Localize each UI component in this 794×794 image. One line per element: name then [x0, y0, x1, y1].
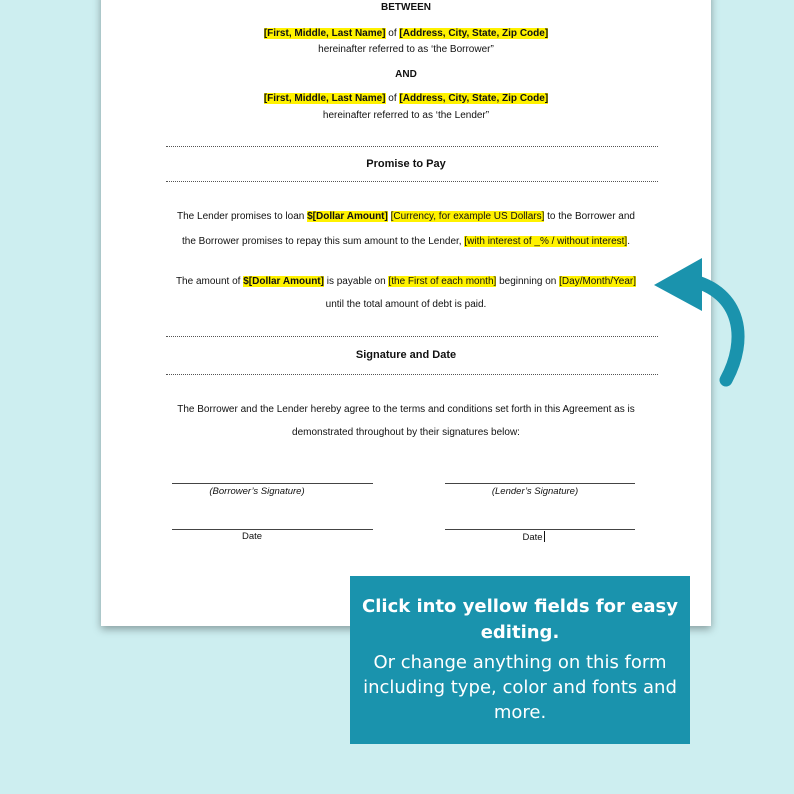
borrower-ref: hereinafter referred to as ‘the Borrower”: [318, 44, 494, 55]
lender-date-text: Date: [522, 532, 543, 543]
info-callout: [350, 576, 690, 744]
payment-line-2: until the total amount of debt is paid.: [325, 299, 487, 310]
promise-text: The Lender promises to loan: [177, 211, 308, 222]
borrower-date-label: Date: [241, 531, 263, 542]
signature-heading: Signature and Date: [355, 349, 457, 361]
borrower-of: of: [385, 28, 400, 39]
borrower-signature-label: (Borrower’s Signature): [209, 486, 305, 497]
borrower-line: [101, 28, 711, 39]
and-heading: AND: [395, 69, 417, 80]
borrower-date-line[interactable]: [172, 529, 373, 530]
lender-date-label: [445, 531, 622, 543]
loan-amount-field[interactable]: $[Dollar Amount]: [307, 211, 388, 222]
lender-name-field[interactable]: [First, Middle, Last Name]: [263, 93, 386, 104]
curved-arrow-icon: [640, 240, 770, 390]
between-heading: BETWEEN: [381, 2, 431, 13]
borrower-name-field[interactable]: [First, Middle, Last Name]: [263, 28, 386, 39]
document-body: [101, 0, 711, 626]
lender-signature-label: (Lender’s Signature): [491, 486, 579, 497]
divider: [166, 374, 658, 375]
divider: [166, 146, 658, 147]
promise-text: the Borrower promises to repay this sum amount to the Lender,: [181, 236, 465, 247]
callout-text: Or change anything on this form including type, color and fonts and more.: [363, 652, 677, 723]
promise-text: to the Borrower and: [544, 211, 635, 222]
lender-of: of: [385, 93, 400, 104]
currency-field[interactable]: [Currency, for example US Dollars]: [390, 211, 545, 222]
callout-bold-text: Click into yellow fields for easy editing.: [362, 596, 678, 643]
lender-ref: hereinafter referred to as ‘the Lender”: [322, 110, 490, 121]
payment-text: beginning on: [496, 276, 560, 287]
lender-signature-line[interactable]: [445, 483, 635, 484]
payment-schedule-field[interactable]: [the First of each month]: [388, 276, 497, 287]
interest-field[interactable]: [with interest of _% / without interest]: [464, 236, 628, 247]
borrower-signature-line[interactable]: [172, 483, 373, 484]
promise-line-2: [101, 236, 711, 247]
payment-line-1: [101, 276, 711, 287]
payment-text: is payable on: [323, 276, 389, 287]
lender-address-field[interactable]: [Address, City, State, Zip Code]: [399, 93, 549, 104]
text-cursor: [544, 531, 545, 542]
borrower-address-field[interactable]: [Address, City, State, Zip Code]: [399, 28, 549, 39]
agreement-line-2: demonstrated throughout by their signatures below:: [292, 427, 520, 438]
promise-line-1: [101, 211, 711, 222]
document-page: [101, 0, 711, 626]
promise-text: .: [627, 236, 630, 247]
agreement-line-1: The Borrower and the Lender hereby agree to the terms and conditions set forth in this Agreement as is: [177, 404, 635, 415]
lender-date-line[interactable]: [445, 529, 635, 530]
start-date-field[interactable]: [Day/Month/Year]: [559, 276, 637, 287]
divider: [166, 181, 658, 182]
payment-amount-field[interactable]: $[Dollar Amount]: [243, 276, 324, 287]
promise-heading: Promise to Pay: [366, 158, 446, 170]
payment-text: The amount of: [175, 276, 244, 287]
lender-line: [101, 93, 711, 104]
divider: [166, 336, 658, 337]
